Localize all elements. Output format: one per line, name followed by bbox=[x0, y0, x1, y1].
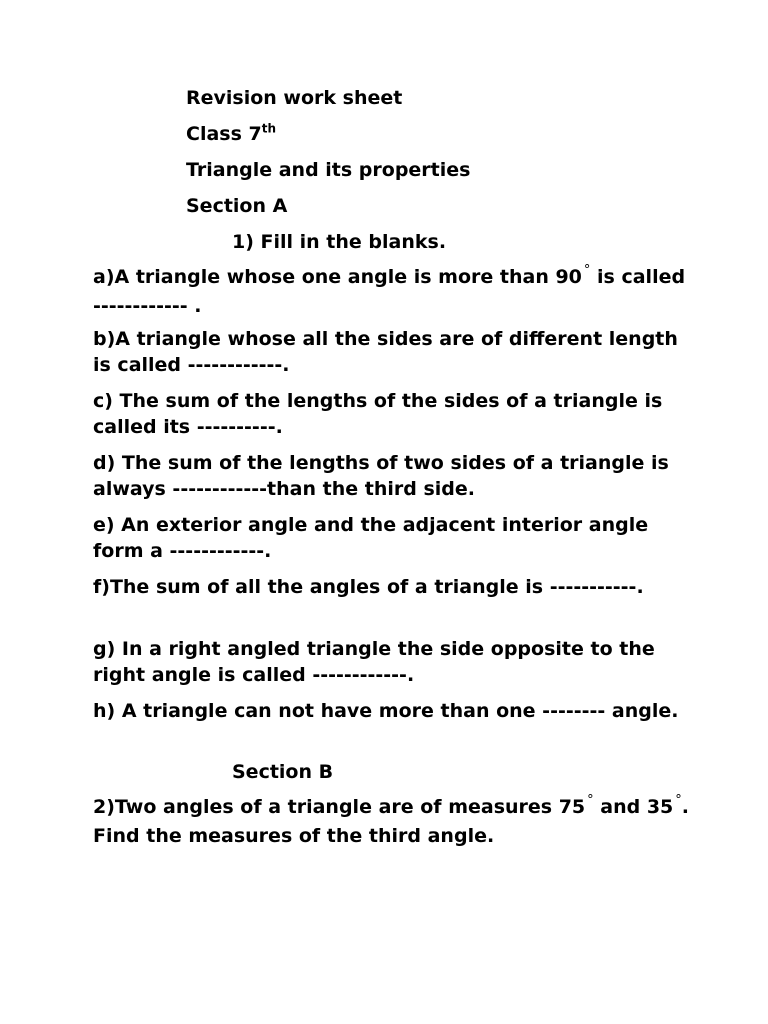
worksheet-title: Revision work sheet bbox=[186, 87, 403, 109]
question-a bbox=[93, 264, 693, 319]
question-e: e) An exterior angle and the adjacent interior angle form a ------------. bbox=[93, 514, 649, 562]
question-2-text-3: . Find the measures of the third angle. bbox=[93, 796, 689, 847]
question-2-text-2: and 35 bbox=[593, 796, 674, 818]
question-2 bbox=[93, 794, 693, 849]
question-f: f)The sum of all the angles of a triangle is -----------. bbox=[93, 576, 644, 598]
question-h: h) A triangle can not have more than one -------- angle. bbox=[93, 700, 679, 722]
question-a-text-1: a)A triangle whose one angle is more than 90 bbox=[93, 266, 582, 288]
section-b-heading: Section B bbox=[232, 761, 334, 783]
question-c: c) The sum of the lengths of the sides of a triangle is called its ----------. bbox=[93, 390, 663, 438]
section-a-heading: Section A bbox=[186, 195, 288, 217]
degree-symbol: ° bbox=[587, 793, 594, 808]
topic-title: Triangle and its properties bbox=[186, 159, 471, 181]
degree-symbol: ° bbox=[675, 793, 682, 808]
question-a-text-2: is called ------------ . bbox=[93, 266, 686, 317]
class-superscript: th bbox=[261, 121, 277, 136]
class-label bbox=[186, 121, 276, 147]
question-b: b)A triangle whose all the sides are of different length is called ------------. bbox=[93, 328, 678, 376]
degree-symbol: ° bbox=[583, 263, 591, 278]
fill-blanks-instruction: 1) Fill in the blanks. bbox=[232, 231, 447, 253]
question-d: d) The sum of the lengths of two sides of a triangle is always ------------than the third side. bbox=[93, 452, 669, 500]
class-text: Class 7 bbox=[186, 123, 262, 145]
question-g: g) In a right angled triangle the side opposite to the right angle is called ------------. bbox=[93, 638, 655, 686]
question-2-text-1: 2)Two angles of a triangle are of measures 75 bbox=[93, 796, 586, 818]
